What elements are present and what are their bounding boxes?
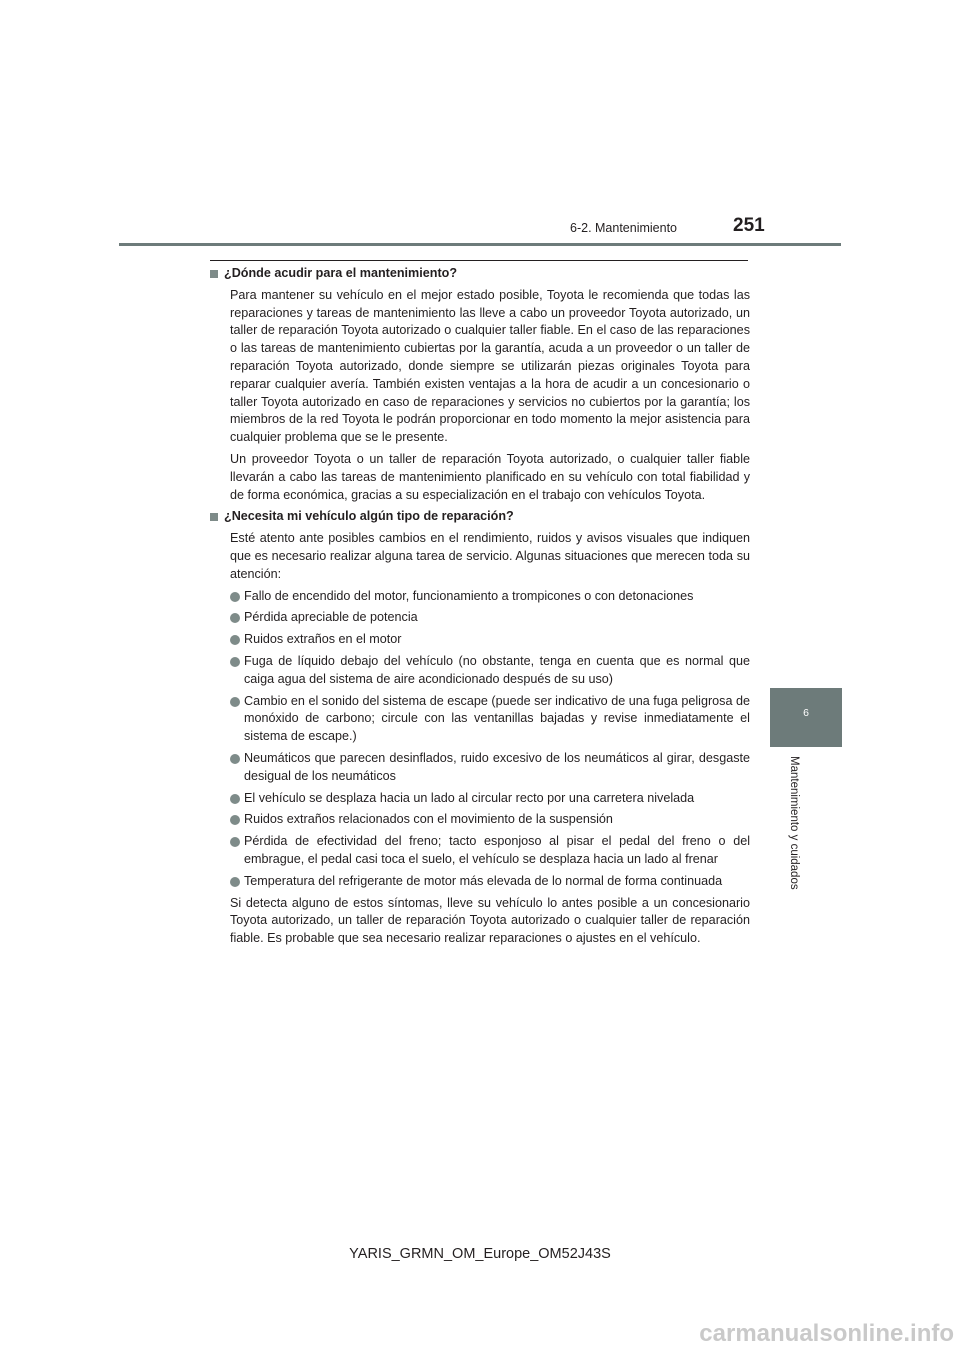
list-item-text: Ruidos extraños relacionados con el movimiento de la suspensión [244, 812, 613, 827]
section-heading [210, 508, 750, 526]
circle-bullet-icon [230, 697, 240, 707]
list-item-text: Fuga de líquido debajo del vehículo (no obstante, tenga en cuenta que es normal que caiga agua del sistema de aire acondicionado después de su uso) [244, 653, 750, 686]
list-item [230, 588, 750, 606]
list-item-text: Pérdida apreciable de potencia [244, 610, 418, 625]
square-bullet-icon [210, 270, 218, 278]
list-item [230, 833, 750, 869]
header-rule [119, 243, 841, 246]
page-content [210, 265, 750, 952]
chapter-tab-label: Mantenimiento y cuidados [788, 756, 800, 890]
chapter-tab-number: 6 [803, 707, 809, 719]
list-item [230, 631, 750, 649]
section-heading [210, 265, 750, 283]
list-item-text: El vehículo se desplaza hacia un lado al circular recto por una carretera nivelada [244, 790, 695, 805]
paragraph: Si detecta alguno de estos síntomas, lleve su vehículo lo antes posible a un concesionario Toyota autorizado, un taller de reparación Toyota autorizado o cualquier taller de reparación fiable. Es probable que sea necesario realizar reparaciones o ajustes en el vehículo. [230, 895, 750, 946]
page-number: 251 [733, 215, 765, 236]
list-item [230, 653, 750, 689]
list-item-text: Ruidos extraños en el motor [244, 632, 402, 647]
circle-bullet-icon [230, 815, 240, 825]
content-rule [210, 260, 748, 261]
circle-bullet-icon [230, 877, 240, 887]
paragraph: Un proveedor Toyota o un taller de reparación Toyota autorizado, o cualquier taller fiable llevarán a cabo las tareas de mantenimiento planificado en su vehículo con total fiabilidad y de forma económica, gracias a su especialización en el trabajo con vehículos Toyota. [230, 451, 750, 502]
circle-bullet-icon [230, 657, 240, 667]
list-item [230, 811, 750, 829]
list-item-text: Neumáticos que parecen desinflados, ruido excesivo de los neumáticos al girar, desgaste desigual de los neumáticos [244, 750, 750, 783]
circle-bullet-icon [230, 613, 240, 623]
section-heading-text: ¿Dónde acudir para el mantenimiento? [224, 266, 458, 280]
watermark: carmanualsonline.info [699, 1320, 954, 1347]
paragraph: Esté atento ante posibles cambios en el rendimiento, ruidos y avisos visuales que indiquen que es necesario realizar alguna tarea de servicio. Algunas situaciones que merecen toda su atención: [230, 531, 750, 581]
list-item [230, 693, 750, 746]
list-item [230, 873, 750, 891]
circle-bullet-icon [230, 635, 240, 645]
list-item [230, 790, 750, 808]
paragraph: Para mantener su vehículo en el mejor estado posible, Toyota le recomienda que todas las reparaciones y tareas de mantenimiento las lleve a cabo un proveedor Toyota autorizado, un taller de reparación Toyota autorizado o cualquier taller fiable. En el caso de las reparaciones o las tareas de mantenimiento cubiertas por la garantía, acuda a un proveedor o un taller de reparación Toyota autorizado, donde siempre se utilizarán piezas originales Toyota para reparar cualquier avería. También existen ventajas a la hora de acudir a un concesionario o taller Toyota autorizado en caso de reparaciones y servicios no cubiertos por la garantía; los miembros de la red Toyota le podrán proporcionar en todo momento la mejor asistencia para cualquier problema que se le presente. [230, 287, 750, 445]
list-item-text: Fallo de encendido del motor, funcionamiento a trompicones o con detonaciones [244, 588, 694, 603]
list-item-text: Cambio en el sonido del sistema de escape (puede ser indicativo de una fuga peligrosa de monóxido de carbono; circule con las ventanillas bajadas y revise inmediatamente el sistema de escape.) [244, 693, 750, 744]
header-section-title: 6-2. Mantenimiento [570, 221, 678, 235]
list-item-text: Pérdida de efectividad del freno; tacto esponjoso al pisar el pedal del freno o del embrague, el pedal casi toca el suelo, el vehículo se desplaza hacia un lado al frenar [244, 834, 750, 866]
circle-bullet-icon [230, 794, 240, 804]
circle-bullet-icon [230, 837, 240, 847]
circle-bullet-icon [230, 754, 240, 764]
square-bullet-icon [210, 513, 218, 521]
list-item [230, 609, 750, 627]
list-item-text: Temperatura del refrigerante de motor más elevada de lo normal de forma continuada [244, 873, 723, 888]
section-heading-text: ¿Necesita mi vehículo algún tipo de reparación? [224, 509, 514, 524]
chapter-tab [770, 688, 842, 747]
footer-document-code: YARIS_GRMN_OM_Europe_OM52J43S [349, 1246, 611, 1262]
circle-bullet-icon [230, 592, 240, 602]
list-item [230, 750, 750, 786]
